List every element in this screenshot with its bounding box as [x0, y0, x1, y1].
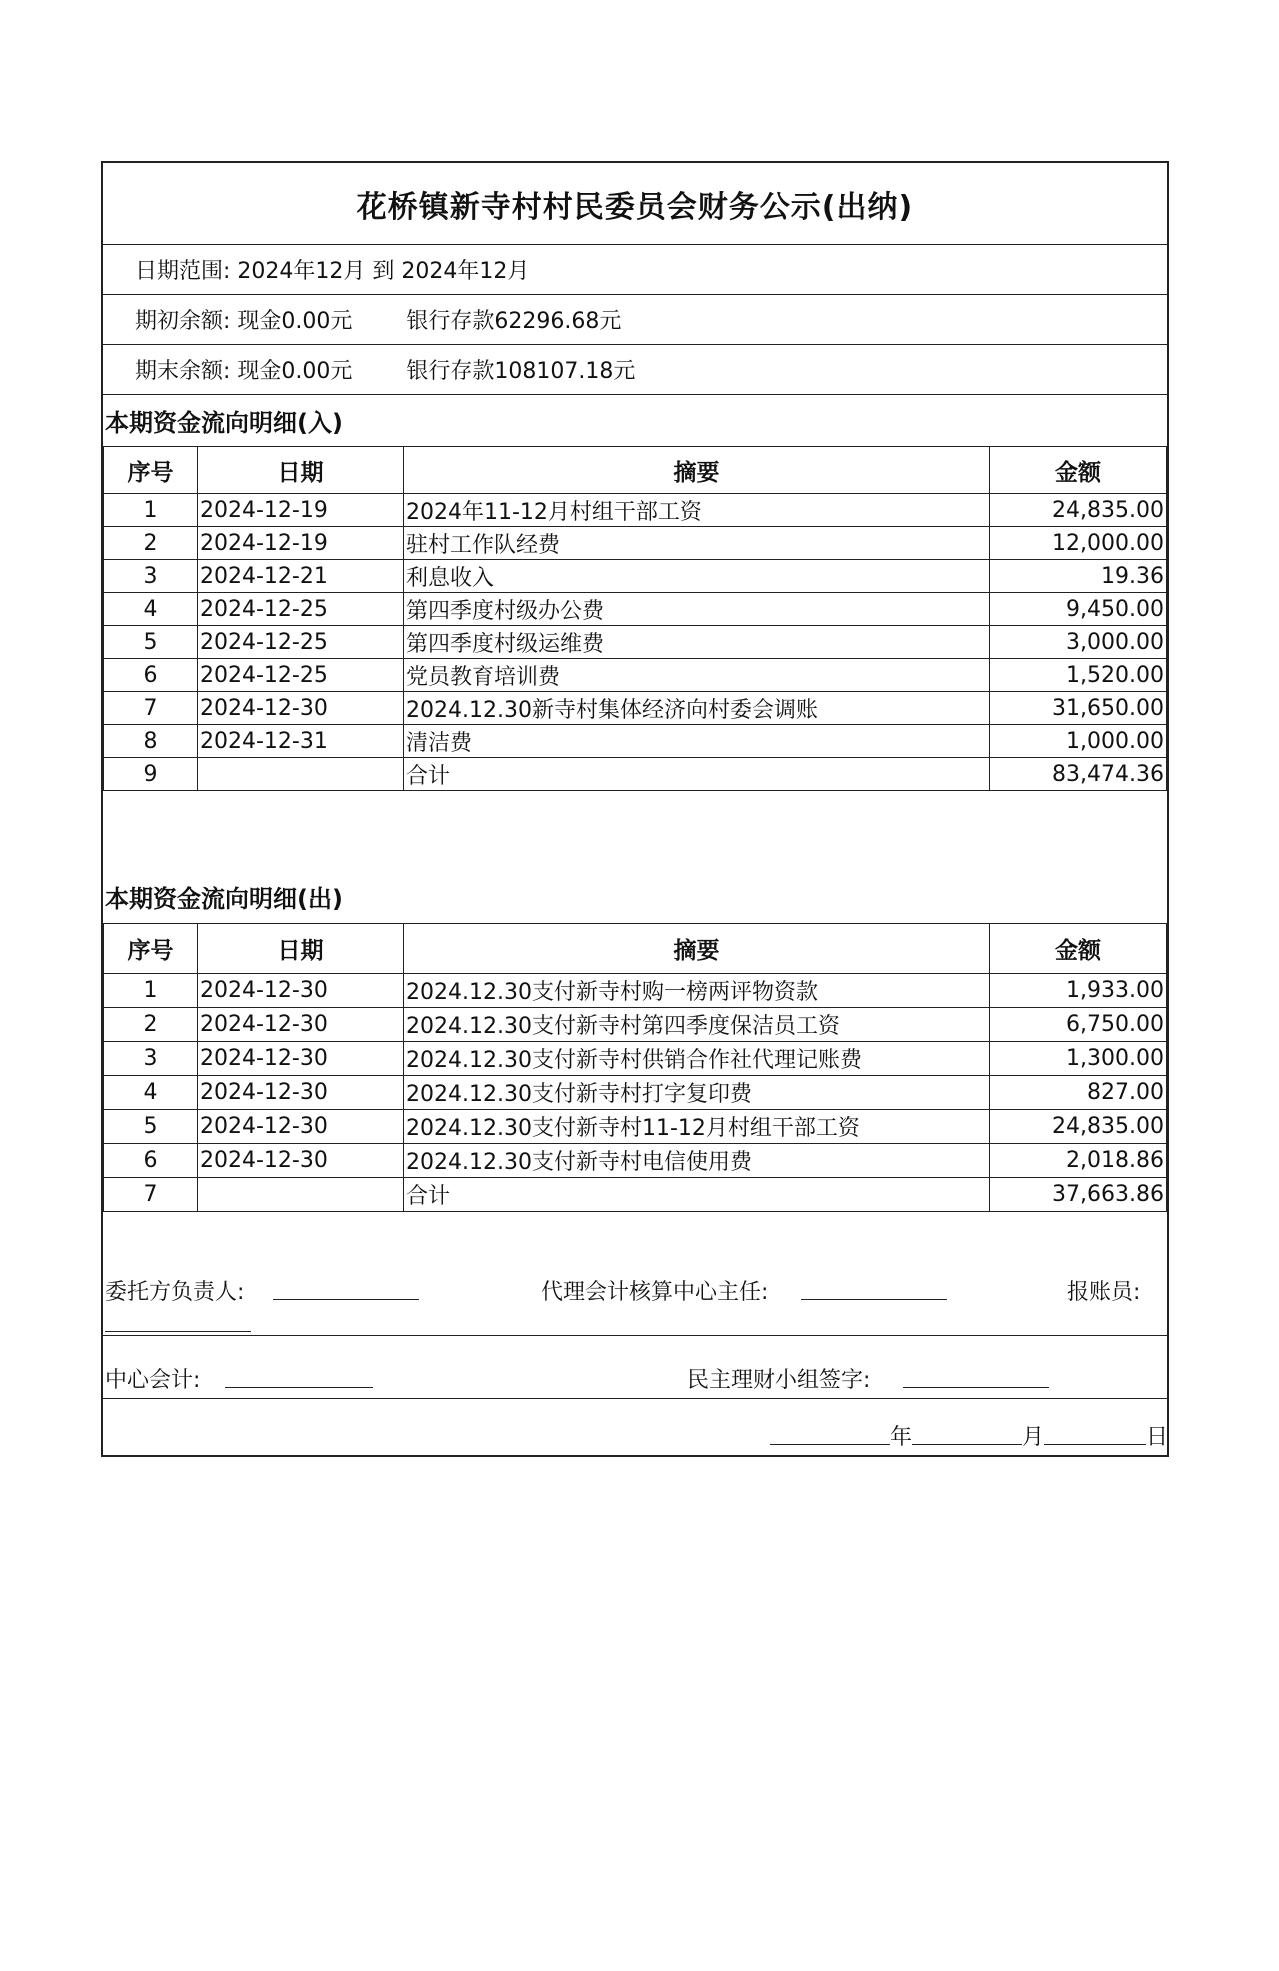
header-date: 日期	[198, 924, 404, 974]
month-label: 月	[1022, 1425, 1045, 1450]
expense-row	[104, 1042, 1167, 1076]
row-date: 2024-12-30	[198, 692, 404, 725]
row-date: 2024-12-31	[198, 725, 404, 758]
expense-section-label: 本期资金流向明细(出)	[105, 885, 343, 913]
income-row	[104, 560, 1167, 593]
row-summary: 合计	[404, 758, 990, 791]
row-date: 2024-12-19	[198, 494, 404, 527]
row-index: 2	[104, 527, 198, 560]
closing-cash: 期末余额: 现金0.00元	[135, 359, 353, 384]
row-summary: 2024.12.30支付新寺村11-12月村组干部工资	[404, 1110, 990, 1144]
row-index: 2	[104, 1008, 198, 1042]
row-amount: 1,933.00	[990, 974, 1167, 1008]
reporter-label: 报账员:	[1067, 1280, 1141, 1305]
row-summary: 2024.12.30支付新寺村电信使用费	[404, 1144, 990, 1178]
row-summary: 2024.12.30支付新寺村第四季度保洁员工资	[404, 1008, 990, 1042]
income-row	[104, 527, 1167, 560]
row-index: 3	[104, 1042, 198, 1076]
day-label: 日	[1146, 1425, 1169, 1450]
year-label: 年	[890, 1425, 913, 1450]
row-amount: 31,650.00	[990, 692, 1167, 725]
expense-row	[104, 1144, 1167, 1178]
row-amount: 1,300.00	[990, 1042, 1167, 1076]
expense-row	[104, 1008, 1167, 1042]
income-row	[104, 626, 1167, 659]
header-date: 日期	[198, 447, 404, 494]
expense-table	[103, 923, 1167, 1212]
row-date: 2024-12-30	[198, 974, 404, 1008]
row-summary: 党员教育培训费	[404, 659, 990, 692]
header-amount: 金额	[990, 447, 1167, 494]
row-summary: 2024.12.30新寺村集体经济向村委会调账	[404, 692, 990, 725]
opening-cash: 期初余额: 现金0.00元	[135, 309, 353, 334]
expense-row	[104, 1076, 1167, 1110]
row-summary: 2024年11-12月村组干部工资	[404, 494, 990, 527]
row-amount: 2,018.86	[990, 1144, 1167, 1178]
row-index: 6	[104, 659, 198, 692]
income-row	[104, 494, 1167, 527]
row-date: 2024-12-30	[198, 1110, 404, 1144]
row-index: 6	[104, 1144, 198, 1178]
ledger-frame	[101, 161, 1169, 1457]
date-row	[103, 1400, 1167, 1455]
date-range-text: 日期范围: 2024年12月 到 2024年12月	[135, 259, 530, 284]
signature-row-2	[103, 1337, 1167, 1399]
row-summary: 2024.12.30支付新寺村购一榜两评物资款	[404, 974, 990, 1008]
row-index: 4	[104, 593, 198, 626]
row-summary: 第四季度村级运维费	[404, 626, 990, 659]
row-index: 5	[104, 626, 198, 659]
group-line[interactable]	[903, 1365, 1049, 1388]
row-index: 8	[104, 725, 198, 758]
header-amount: 金额	[990, 924, 1167, 974]
signature-row-1	[103, 1271, 1167, 1335]
row-amount: 827.00	[990, 1076, 1167, 1110]
row-date: 2024-12-19	[198, 527, 404, 560]
row-summary: 驻村工作队经费	[404, 527, 990, 560]
principal-line[interactable]	[273, 1277, 419, 1300]
expense-row	[104, 974, 1167, 1008]
closing-balance	[103, 345, 1167, 395]
row-date: 2024-12-25	[198, 659, 404, 692]
row-index: 1	[104, 494, 198, 527]
row-date	[198, 758, 404, 791]
group-label: 民主理财小组签字:	[687, 1368, 871, 1393]
row-date: 2024-12-25	[198, 626, 404, 659]
row-index: 9	[104, 758, 198, 791]
principal-label: 委托方负责人:	[105, 1280, 245, 1305]
header-idx: 序号	[104, 924, 198, 974]
day-line[interactable]	[1044, 1422, 1146, 1445]
opening-balance	[103, 295, 1167, 345]
header-summary: 摘要	[404, 924, 990, 974]
closing-bank: 银行存款108107.18元	[406, 359, 636, 384]
expense-row	[104, 1178, 1167, 1212]
income-row	[104, 758, 1167, 791]
accountant-line[interactable]	[225, 1365, 373, 1388]
row-amount: 3,000.00	[990, 626, 1167, 659]
header-summary: 摘要	[404, 447, 990, 494]
row-summary: 2024.12.30支付新寺村打字复印费	[404, 1076, 990, 1110]
accountant-label: 中心会计:	[105, 1368, 201, 1393]
income-row	[104, 692, 1167, 725]
income-row	[104, 659, 1167, 692]
row-index: 7	[104, 1178, 198, 1212]
row-amount: 83,474.36	[990, 758, 1167, 791]
row-amount: 19.36	[990, 560, 1167, 593]
row-amount: 37,663.86	[990, 1178, 1167, 1212]
row-date: 2024-12-25	[198, 593, 404, 626]
row-index: 5	[104, 1110, 198, 1144]
row-index: 7	[104, 692, 198, 725]
income-header-row	[104, 447, 1167, 494]
row-amount: 1,000.00	[990, 725, 1167, 758]
income-row	[104, 725, 1167, 758]
row-summary: 第四季度村级办公费	[404, 593, 990, 626]
page-title: 花桥镇新寺村村民委员会财务公示(出纳)	[103, 163, 1167, 245]
row-index: 4	[104, 1076, 198, 1110]
year-line[interactable]	[770, 1422, 890, 1445]
month-line[interactable]	[912, 1422, 1022, 1445]
row-date: 2024-12-30	[198, 1042, 404, 1076]
row-date: 2024-12-30	[198, 1008, 404, 1042]
income-row	[104, 593, 1167, 626]
director-line[interactable]	[801, 1277, 947, 1300]
row-summary: 利息收入	[404, 560, 990, 593]
row-amount: 6,750.00	[990, 1008, 1167, 1042]
row-amount: 24,835.00	[990, 494, 1167, 527]
reporter-line[interactable]	[105, 1309, 251, 1332]
row-date	[198, 1178, 404, 1212]
header-idx: 序号	[104, 447, 198, 494]
director-label: 代理会计核算中心主任:	[541, 1280, 769, 1305]
row-index: 3	[104, 560, 198, 593]
row-amount: 1,520.00	[990, 659, 1167, 692]
income-table	[103, 446, 1167, 791]
row-amount: 9,450.00	[990, 593, 1167, 626]
row-date: 2024-12-30	[198, 1144, 404, 1178]
row-summary: 合计	[404, 1178, 990, 1212]
row-date: 2024-12-30	[198, 1076, 404, 1110]
income-section-label: 本期资金流向明细(入)	[105, 409, 343, 437]
expense-header-row	[104, 924, 1167, 974]
row-summary: 2024.12.30支付新寺村供销合作社代理记账费	[404, 1042, 990, 1076]
row-amount: 12,000.00	[990, 527, 1167, 560]
row-amount: 24,835.00	[990, 1110, 1167, 1144]
opening-bank: 银行存款62296.68元	[406, 309, 622, 334]
date-range	[103, 245, 1167, 295]
row-date: 2024-12-21	[198, 560, 404, 593]
expense-row	[104, 1110, 1167, 1144]
row-summary: 清洁费	[404, 725, 990, 758]
row-index: 1	[104, 974, 198, 1008]
